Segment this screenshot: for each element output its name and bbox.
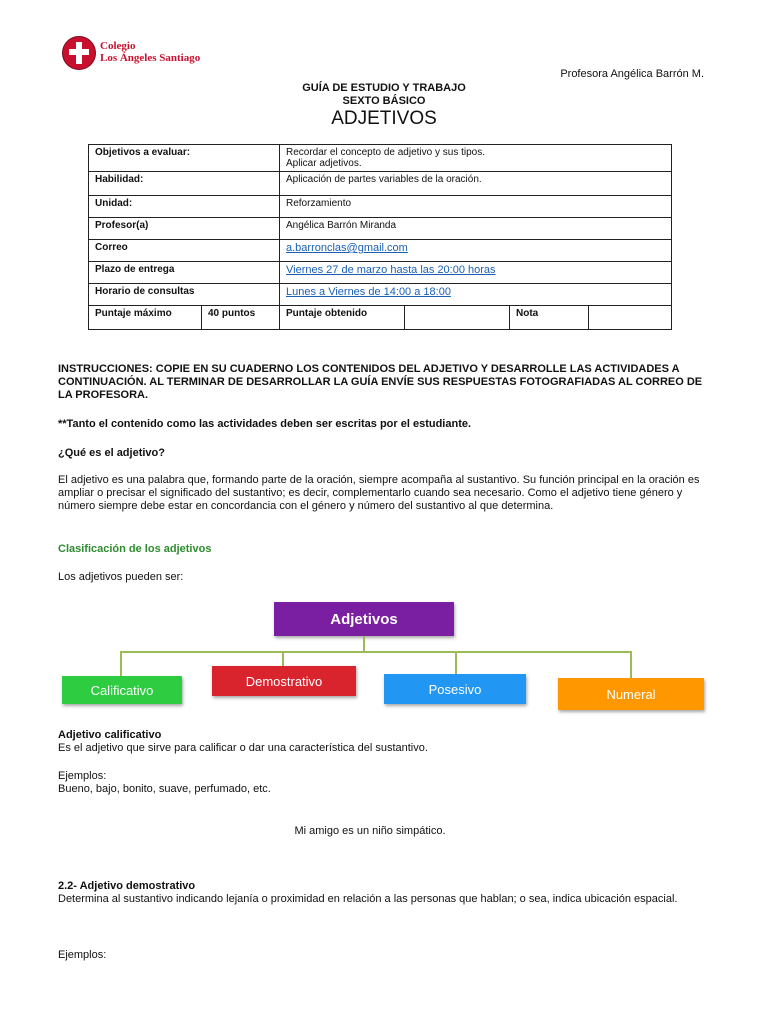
max-score-value: 40 puntos [202, 306, 280, 330]
logo-line-1: Colegio [100, 40, 136, 52]
table-row [89, 196, 672, 218]
obtained-score-label: Puntaje obtenido [280, 306, 405, 330]
guide-title: GUÍA DE ESTUDIO Y TRABAJO [302, 82, 466, 94]
row-label: Habilidad: [89, 172, 280, 196]
example-sentence: Mi amigo es un niño simpático. [294, 825, 446, 837]
calificativo-examples: Bueno, bajo, bonito, suave, perfumado, etc. [58, 783, 271, 795]
connector [630, 651, 632, 679]
connector [120, 651, 122, 677]
table-row [89, 172, 672, 196]
calificativo-text: Es el adjetivo que sirve para calificar o dar una característica del sustantivo. [58, 742, 428, 754]
logo-line-2: Los Ángeles Santiago [100, 52, 201, 64]
row-label: Profesor(a) [89, 218, 280, 240]
grade-label: Nota [510, 306, 589, 330]
row-label: Objetivos a evaluar: [89, 145, 280, 172]
info-table [88, 144, 672, 330]
email-cell [280, 240, 672, 262]
calificativo-heading: Adjetivo calificativo [58, 729, 162, 741]
adjectives-diagram [60, 598, 656, 718]
row-label: Plazo de entrega [89, 262, 280, 284]
page-title: ADJETIVOS [331, 108, 437, 129]
demostrativo-text: Determina al sustantivo indicando lejanía o proximidad en relación a las personas que hablan; o sea, indica ubicación espacial. [58, 893, 678, 905]
objective-1: Recordar el concepto de adjetivo y sus tipos. [286, 147, 485, 158]
hours-cell [280, 284, 672, 306]
deadline-link[interactable]: Viernes 27 de marzo hasta las 20:00 horas [286, 264, 496, 276]
email-link[interactable]: a.barronclas@gmail.com [286, 242, 408, 254]
crest-icon [62, 36, 96, 70]
teacher-name: Profesora Angélica Barrón M. [560, 68, 704, 80]
table-row [89, 284, 672, 306]
diagram-node-posesivo: Posesivo [384, 674, 526, 704]
instructions: INSTRUCCIONES: COPIE EN SU CUADERNO LOS CONTENIDOS DEL ADJETIVO Y DESARROLLE LAS ACTIVIDADES A CONTINUACIÓN. AL TERMINAR DE DESARROLLAR LA GUÍA ENVÍE SUS RESPUESTAS FOTOGRAFIADAS AL CORREO DE LA PROFESORA. [58, 363, 703, 401]
school-logo [62, 36, 242, 70]
deadline-cell [280, 262, 672, 284]
grade-title: SEXTO BÁSICO [342, 95, 426, 107]
obtained-score-value [405, 306, 510, 330]
classification-heading: Clasificación de los adjetivos [58, 543, 212, 555]
table-row [89, 145, 672, 172]
row-label: Horario de consultas [89, 284, 280, 306]
table-row [89, 240, 672, 262]
table-row [89, 262, 672, 284]
row-value: Angélica Barrón Miranda [280, 218, 672, 240]
diagram-node-demostrativo: Demostrativo [212, 666, 356, 696]
examples-label: Ejemplos: [58, 770, 107, 782]
connector [282, 651, 284, 667]
row-label: Correo [89, 240, 280, 262]
row-value: Aplicación de partes variables de la oración. [280, 172, 672, 196]
row-value: Reforzamiento [280, 196, 672, 218]
diagram-node-numeral: Numeral [558, 678, 704, 710]
table-row [89, 218, 672, 240]
score-row [89, 306, 672, 330]
demostrativo-examples-label: Ejemplos: [58, 949, 107, 961]
definition: El adjetivo es una palabra que, formando parte de la oración, siempre acompaña al sustantivo. Su función principal en la oración es ampliar o precisar el significado del sustantivo; es decir, complementarlo cuando sea necesario. Como el adjetivo tiene género y número siempre debe estar en concordancia con el género y número del sustantivo al que determina. [58, 474, 700, 512]
hours-link[interactable]: Lunes a Viernes de 14:00 a 18:00 [286, 286, 451, 298]
grade-value [589, 306, 672, 330]
row-value [280, 145, 672, 172]
logo-text [100, 40, 200, 64]
diagram-root: Adjetivos [274, 602, 454, 636]
connector [363, 636, 365, 652]
max-score-label: Puntaje máximo [89, 306, 202, 330]
can-be-text: Los adjetivos pueden ser: [58, 571, 184, 583]
demostrativo-heading: 2.2- Adjetivo demostrativo [58, 880, 196, 892]
objective-2: Aplicar adjetivos. [286, 158, 362, 169]
connector [455, 651, 457, 675]
note: **Tanto el contenido como las actividades deben ser escritas por el estudiante. [58, 418, 472, 430]
row-label: Unidad: [89, 196, 280, 218]
connector [120, 651, 632, 653]
diagram-node-calificativo: Calificativo [62, 676, 182, 704]
question-heading: ¿Qué es el adjetivo? [58, 447, 165, 459]
